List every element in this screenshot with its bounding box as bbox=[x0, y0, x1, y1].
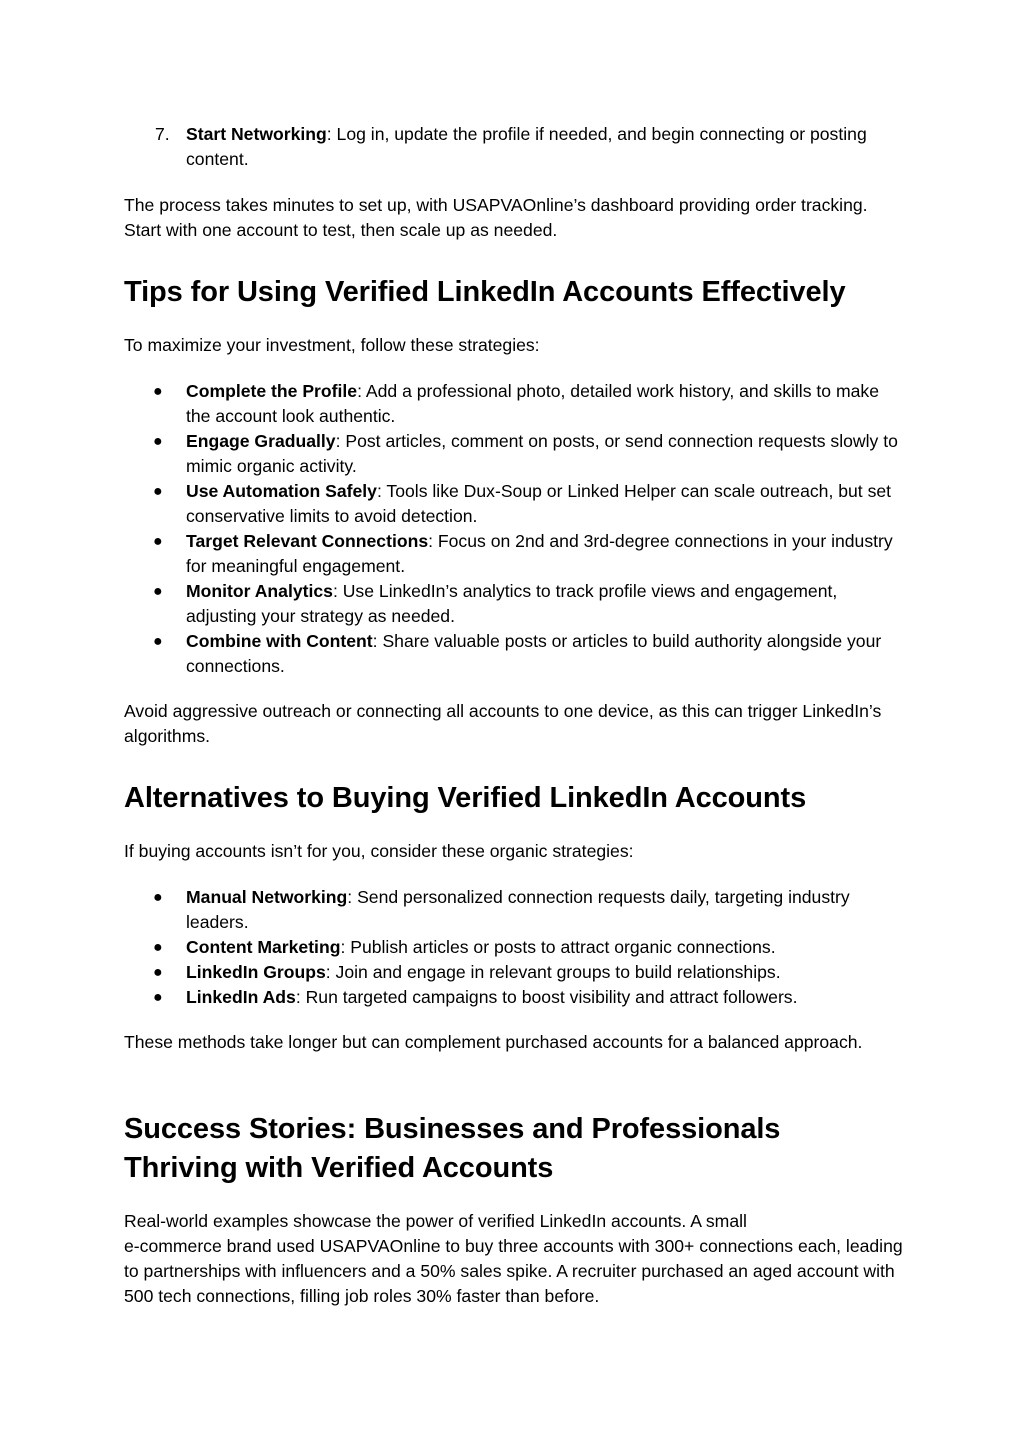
list-item bbox=[124, 379, 904, 429]
bullet-icon: ● bbox=[153, 633, 163, 650]
list-item-title: Manual Networking bbox=[186, 887, 348, 907]
success-paragraph bbox=[124, 1209, 904, 1309]
tips-heading: Tips for Using Verified LinkedIn Accounts Effectively bbox=[124, 276, 846, 308]
bullet-icon: ● bbox=[153, 583, 163, 600]
list-item-text: : Run targeted campaigns to boost visibility and attract followers. bbox=[295, 987, 798, 1007]
list-item-title: Content Marketing bbox=[186, 937, 341, 957]
list-item-title: Engage Gradually bbox=[186, 431, 336, 451]
bullet-icon: ● bbox=[153, 533, 163, 550]
list-item-title: Combine with Content bbox=[186, 631, 373, 651]
success-paragraph-rest: e-commerce brand used USAPVAOnline to buy three accounts with 300+ connections each, leading to partnerships with influencers and a 50% sales spike. A recruiter purchased an aged account with 500 tech connections, filling job roles 30% faster than before. bbox=[124, 1236, 903, 1306]
list-item bbox=[124, 629, 904, 679]
list-item bbox=[124, 122, 904, 172]
list-item-title: Start Networking bbox=[186, 124, 327, 144]
list-item bbox=[124, 960, 904, 985]
list-number: 7. bbox=[155, 124, 170, 144]
list-item-title: LinkedIn Ads bbox=[186, 987, 296, 1007]
success-heading-line-1: Success Stories: Businesses and Professionals bbox=[124, 1113, 781, 1145]
list-item-text: : Focus on 2nd and 3rd-degree connections in your industry for meaningful engagement. bbox=[186, 531, 893, 576]
alternatives-intro: If buying accounts isn’t for you, consider these organic strategies: bbox=[124, 841, 634, 861]
list-item-title: Monitor Analytics bbox=[186, 581, 333, 601]
list-item bbox=[124, 935, 904, 960]
bullet-icon: ● bbox=[153, 383, 163, 400]
list-item-text: : Use LinkedIn’s analytics to track profile views and engagement, adjusting your strategy as needed. bbox=[186, 581, 838, 626]
alternatives-list bbox=[124, 885, 904, 1010]
list-item bbox=[124, 885, 904, 935]
list-item bbox=[124, 429, 904, 479]
process-paragraph: The process takes minutes to set up, with USAPVAOnline’s dashboard providing order tracking. Start with one account to test, then scale up as needed. bbox=[124, 195, 868, 240]
list-item-title: Target Relevant Connections bbox=[186, 531, 429, 551]
list-item-title: Complete the Profile bbox=[186, 381, 358, 401]
list-item bbox=[124, 479, 904, 529]
bullet-icon: ● bbox=[153, 483, 163, 500]
numbered-list bbox=[124, 122, 904, 172]
list-item-text: : Join and engage in relevant groups to build relationships. bbox=[325, 962, 781, 982]
list-item-text: : Share valuable posts or articles to build authority alongside your connections. bbox=[186, 631, 882, 676]
alternatives-heading: Alternatives to Buying Verified LinkedIn Accounts bbox=[124, 782, 807, 814]
list-item-text: : Send personalized connection requests daily, targeting industry leaders. bbox=[186, 887, 850, 932]
bullet-icon: ● bbox=[153, 964, 163, 981]
bullet-icon: ● bbox=[153, 889, 163, 906]
list-item bbox=[124, 529, 904, 579]
list-item-title: LinkedIn Groups bbox=[186, 962, 326, 982]
list-item-text: : Tools like Dux-Soup or Linked Helper can scale outreach, but set conservative limits to avoid detection. bbox=[186, 481, 892, 526]
success-heading bbox=[124, 1110, 904, 1187]
bullet-icon: ● bbox=[153, 989, 163, 1006]
list-item bbox=[124, 579, 904, 629]
success-paragraph-line-1: Real-world examples showcase the power of verified LinkedIn accounts. A small bbox=[124, 1211, 747, 1231]
tips-intro: To maximize your investment, follow these strategies: bbox=[124, 335, 540, 355]
bullet-icon: ● bbox=[153, 433, 163, 450]
list-item-text: : Post articles, comment on posts, or send connection requests slowly to mimic organic activity. bbox=[186, 431, 898, 476]
list-item-text: : Add a professional photo, detailed work history, and skills to make the account look authentic. bbox=[186, 381, 879, 426]
bullet-icon: ● bbox=[153, 939, 163, 956]
tips-list bbox=[124, 379, 904, 679]
tips-closing: Avoid aggressive outreach or connecting all accounts to one device, as this can trigger LinkedIn’s algorithms. bbox=[124, 701, 882, 746]
list-item-title: Use Automation Safely bbox=[186, 481, 377, 501]
list-item-text: : Publish articles or posts to attract organic connections. bbox=[340, 937, 776, 957]
list-item bbox=[124, 985, 904, 1010]
alternatives-closing: These methods take longer but can complement purchased accounts for a balanced approach. bbox=[124, 1032, 863, 1052]
success-heading-line-2: Thriving with Verified Accounts bbox=[124, 1151, 554, 1184]
list-item-text: : Log in, update the profile if needed, and begin connecting or posting content. bbox=[186, 124, 867, 169]
